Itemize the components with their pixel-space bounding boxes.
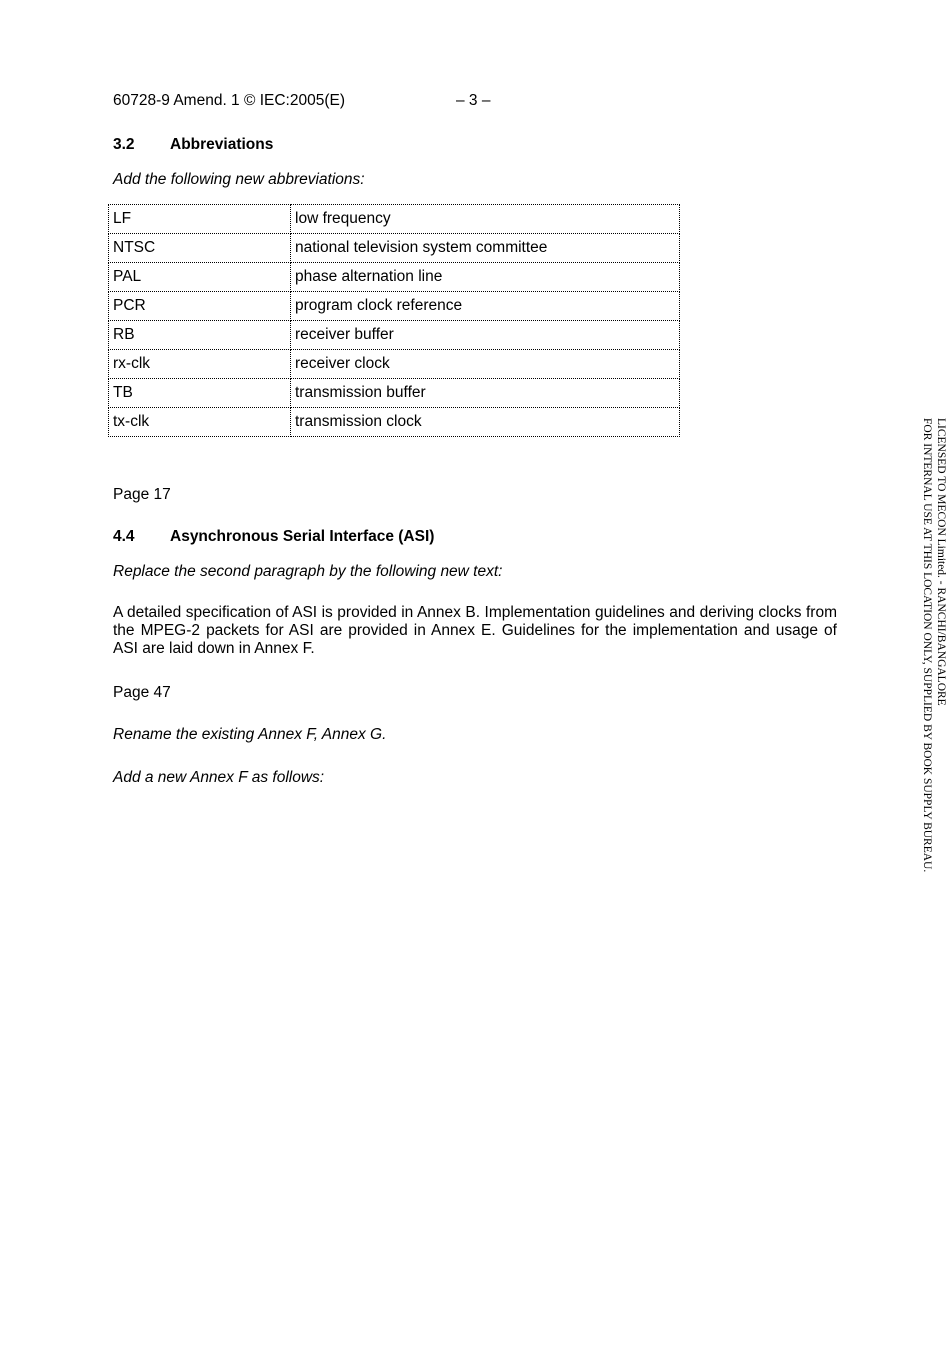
rename-instruction: Rename the existing Annex F, Annex G.: [113, 726, 387, 743]
abbreviations-instruction: Add the following new abbreviations:: [113, 171, 365, 188]
table-row: [109, 205, 680, 234]
abbreviations-table-body: [109, 205, 680, 437]
meaning-cell: transmission buffer: [291, 379, 680, 408]
table-row: [109, 408, 680, 437]
section-number: 4.4: [113, 528, 135, 545]
page-number: – 3 –: [456, 92, 491, 109]
meaning-cell: receiver clock: [291, 350, 680, 379]
page-17-label: Page 17: [113, 486, 171, 503]
replace-instruction: Replace the second paragraph by the following new text:: [113, 563, 503, 580]
abbreviation-cell: TB: [109, 379, 291, 408]
meaning-cell: program clock reference: [291, 292, 680, 321]
abbreviation-cell: PAL: [109, 263, 291, 292]
abbreviation-cell: tx-clk: [109, 408, 291, 437]
abbreviation-cell: rx-clk: [109, 350, 291, 379]
section-title: Asynchronous Serial Interface (ASI): [170, 528, 435, 545]
page-47-label: Page 47: [113, 684, 171, 701]
license-line-1: LICENSED TO MECON Limited. - RANCHI/BANGALORE: [935, 418, 947, 706]
abbreviation-cell: LF: [109, 205, 291, 234]
abbreviations-table: [108, 204, 680, 437]
table-row: [109, 379, 680, 408]
meaning-cell: phase alternation line: [291, 263, 680, 292]
section-number: 3.2: [113, 136, 135, 153]
section-heading-4-4: [113, 528, 434, 546]
section-title: Abbreviations: [170, 136, 274, 153]
meaning-cell: national television system committee: [291, 234, 680, 263]
standard-reference: 60728-9 Amend. 1 © IEC:2005(E): [113, 92, 346, 109]
add-annex-instruction: Add a new Annex F as follows:: [113, 769, 325, 786]
table-row: [109, 263, 680, 292]
table-row: [109, 321, 680, 350]
section-heading-3-2: [113, 136, 273, 154]
meaning-cell: low frequency: [291, 205, 680, 234]
abbreviation-cell: PCR: [109, 292, 291, 321]
table-row: [109, 234, 680, 263]
asi-paragraph: A detailed specification of ASI is provided in Annex B. Implementation guidelines and deriving clocks from the MPEG-2 packets for ASI are provided in Annex E. Guidelines for the implementation and usage of ASI are laid down in Annex F.: [113, 604, 837, 657]
license-watermark: [918, 418, 948, 938]
page-header: [113, 92, 513, 112]
abbreviation-cell: RB: [109, 321, 291, 350]
license-line-2: FOR INTERNAL USE AT THIS LOCATION ONLY, SUPPLIED BY BOOK SUPPLY BUREAU.: [921, 418, 933, 873]
table-row: [109, 350, 680, 379]
meaning-cell: receiver buffer: [291, 321, 680, 350]
abbreviation-cell: NTSC: [109, 234, 291, 263]
meaning-cell: transmission clock: [291, 408, 680, 437]
table-row: [109, 292, 680, 321]
